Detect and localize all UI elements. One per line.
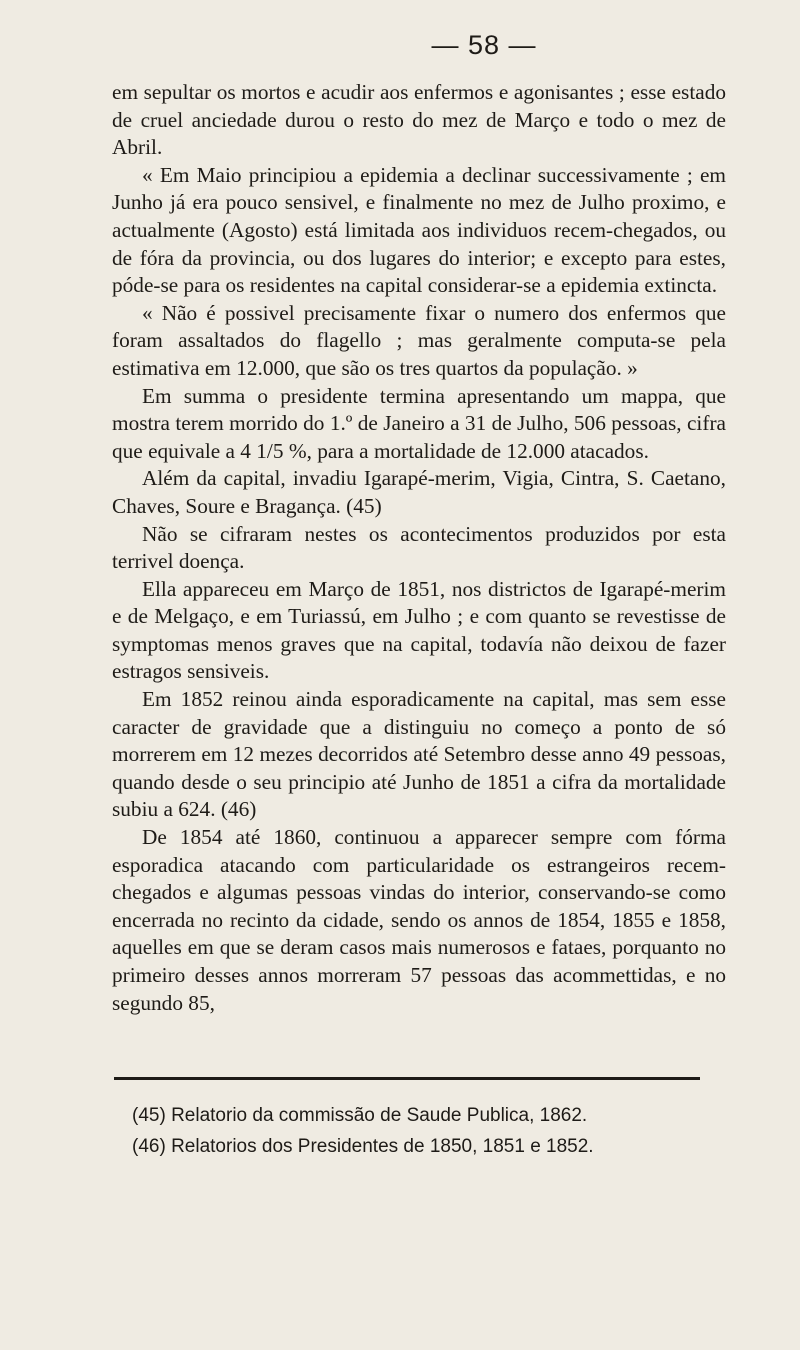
- paragraph: Em 1852 reinou ainda esporadicamente na capital, mas sem esse caracter de gravidade que a distinguiu no começo a ponto de só morrerem em 12 mezes decorridos até Setembro desse anno 49 pessoas, quando desde o seu principio até Junho de 1851 a cifra da mortalidade subiu a 624. (46): [112, 687, 726, 822]
- footnotes: [112, 1102, 726, 1160]
- paragraph: De 1854 até 1860, continuou a apparecer sempre com fórma esporadica atacando com particularidade os estrangeiros recem-chegados e algumas pessoas vindas do interior, conservando-se como encerrada no recinto da cidade, sendo os annos de 1854, 1855 e 1858, aquelles em que se deram casos mais numerosos e fataes, porquanto no primeiro desses annos morreram 57 pessoas das acommettidas, e no segundo 85,: [112, 825, 726, 1015]
- page-number: — 58 —: [431, 30, 537, 60]
- paragraph: « Não é possivel precisamente fixar o numero dos enfermos que foram assaltados do flagello ; mas geralmente computa-se pela estimativa em 12.000, que são os tres quartos da população. »: [112, 300, 726, 380]
- paragraph: Além da capital, invadiu Igarapé-merim, Vigia, Cintra, S. Caetano, Chaves, Soure e Bragança. (45): [112, 466, 726, 518]
- footnote-divider: [114, 1077, 700, 1080]
- paragraph: Não se cifraram nestes os acontecimentos produzidos por esta terrivel doença.: [112, 521, 726, 574]
- paragraph: « Em Maio principiou a epidemia a declinar successivamente ; em Junho já era pouco sensivel, e finalmente no mez de Julho proximo, e actualmente (Agosto) está limitada aos individuos recem-chegados, ou de fóra da provincia, ou dos lugares do interior; e excepto para estes, póde-se para os residentes na capital considerar-se a epidemia extincta.: [112, 162, 726, 298]
- paragraph: Em summa o presidente termina apresentando um mappa, que mostra terem morrido do 1.º de Janeiro a 31 de Julho, 506 pessoas, cifra que equivale a 4 1/5 %, para a mortalidade de 12.000 atacados.: [112, 383, 726, 463]
- paragraph: em sepultar os mortos e acudir aos enfermos e agonisantes ; esse estado de cruel anciedade durou o resto do mez de Março e todo o mez de Abril.: [112, 80, 726, 160]
- paragraph: Ella appareceu em Março de 1851, nos districtos de Igarapé-merim e de Melgaço, e em Turiassú, em Julho ; e com quanto se revestisse de symptomas menos graves que na capital, todavía não deixou de fazer estragos sensiveis.: [112, 576, 726, 684]
- body-text: [112, 79, 726, 1017]
- footnote: (45) Relatorio da commissão de Saude Publica, 1862.: [132, 1105, 588, 1127]
- footnote: (46) Relatorios dos Presidentes de 1850, 1851 e 1852.: [132, 1136, 594, 1158]
